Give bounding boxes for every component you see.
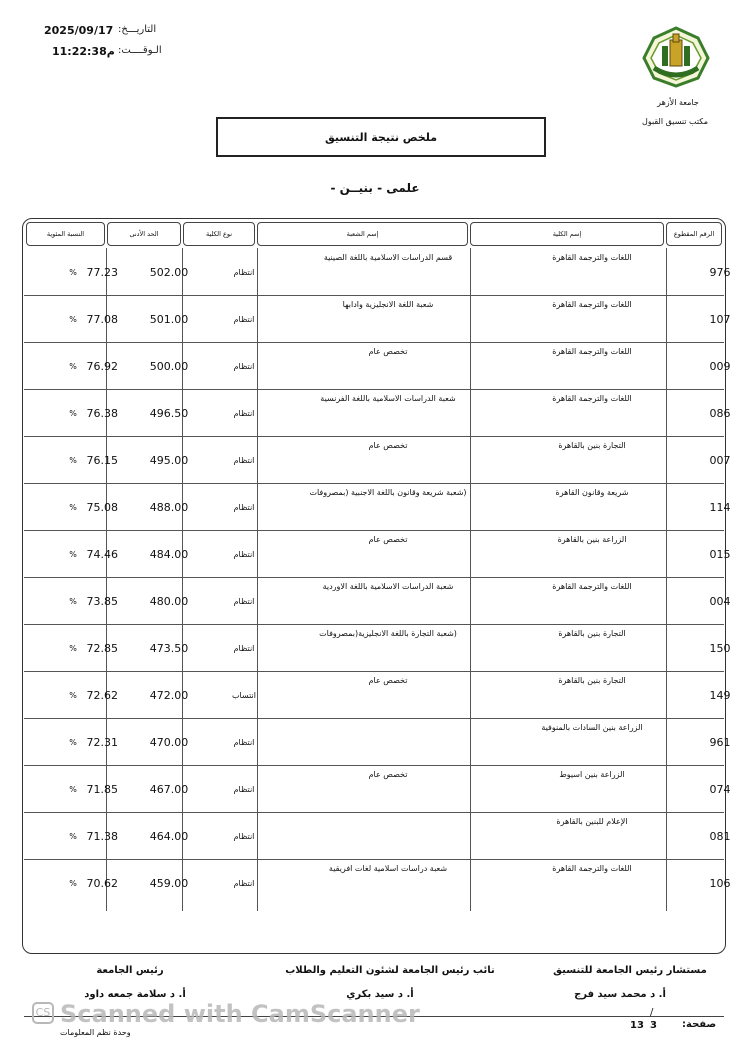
row-divider — [24, 577, 724, 578]
page-current: 3 — [650, 1020, 657, 1031]
cell-faculty: الزراعة بنين اسيوط — [559, 770, 625, 779]
cell-min: 459.00 — [149, 877, 189, 890]
row-divider — [24, 530, 724, 531]
cell-percent: 72.31 — [86, 736, 118, 749]
cell-min: 484.00 — [149, 548, 189, 561]
cell-percent-sign: % — [69, 644, 77, 653]
cell-percent: 76.15 — [86, 454, 118, 467]
cell-department: (شعبة شريعة وقانون باللغة الاجنبية (بمصروفات — [309, 488, 467, 497]
cell-type: انتظام — [233, 785, 255, 794]
cell-faculty: التجارة بنين بالقاهرة — [558, 441, 626, 450]
cell-department: تخصص عام — [368, 347, 408, 356]
header-type: نوع الكلية — [183, 222, 255, 246]
cell-code: 976 — [709, 266, 731, 279]
cell-department: تخصص عام — [368, 676, 408, 685]
cell-min: 470.00 — [149, 736, 189, 749]
cell-percent: 77.23 — [86, 266, 118, 279]
cell-percent: 72.85 — [86, 642, 118, 655]
cell-code: 150 — [709, 642, 731, 655]
date-value: 2025/09/17 — [44, 24, 114, 37]
cell-percent-sign: % — [69, 597, 77, 606]
cell-percent-sign: % — [69, 268, 77, 277]
cell-code: 009 — [709, 360, 731, 373]
cell-percent: 75.08 — [86, 501, 118, 514]
cell-faculty: اللغات والترجمة القاهرة — [552, 300, 632, 309]
scanner-watermark: Scanned with CamScanner — [60, 1000, 420, 1028]
cell-percent: 77.08 — [86, 313, 118, 326]
cell-code: 007 — [709, 454, 731, 467]
header-min: الحد الأدنى — [107, 222, 181, 246]
table-row — [24, 342, 731, 389]
row-divider — [24, 295, 724, 296]
signature-title-president: رئيس الجامعة — [96, 965, 164, 976]
signature-name-vice-president: أ. د سيد بكري — [346, 989, 414, 1000]
cell-type: انتظام — [233, 503, 255, 512]
cell-percent: 72.62 — [86, 689, 118, 702]
cell-percent: 71.38 — [86, 830, 118, 843]
cell-percent-sign: % — [69, 691, 77, 700]
header-code: الرقم المقطوع — [666, 222, 722, 246]
cell-type: انتظام — [233, 268, 255, 277]
cell-faculty: اللغات والترجمة القاهرة — [552, 394, 632, 403]
table-row — [24, 530, 731, 577]
cell-min: 467.00 — [149, 783, 189, 796]
cell-min: 472.00 — [149, 689, 189, 702]
cell-code: 149 — [709, 689, 731, 702]
cell-department: شعبة الدراسات الاسلامية باللغة الاوردية — [322, 582, 454, 591]
al-azhar-emblem-icon — [640, 26, 712, 88]
table-row — [24, 577, 731, 624]
header-department: إسم الشعبة — [257, 222, 468, 246]
cell-faculty: الزراعة بنين بالقاهرة — [557, 535, 627, 544]
page-subtitle: - علمى - بنيــن — [330, 181, 420, 195]
cell-type: انتظام — [233, 315, 255, 324]
cell-percent: 71.85 — [86, 783, 118, 796]
row-divider — [24, 859, 724, 860]
table-row — [24, 671, 731, 718]
cell-faculty: التجارة بنين بالقاهرة — [558, 676, 626, 685]
row-divider — [24, 436, 724, 437]
table-row — [24, 624, 731, 671]
table-row — [24, 812, 731, 859]
row-divider — [24, 718, 724, 719]
row-divider — [24, 624, 724, 625]
cell-percent-sign: % — [69, 409, 77, 418]
cell-code: 106 — [709, 877, 731, 890]
cell-min: 502.00 — [149, 266, 189, 279]
cell-percent: 76.92 — [86, 360, 118, 373]
cell-min: 480.00 — [149, 595, 189, 608]
cell-code: 004 — [709, 595, 731, 608]
cell-type: انتظام — [233, 409, 255, 418]
row-divider — [24, 765, 724, 766]
cell-faculty: اللغات والترجمة القاهرة — [552, 582, 632, 591]
cell-min: 496.50 — [149, 407, 189, 420]
cell-department: تخصص عام — [368, 770, 408, 779]
cell-percent-sign: % — [69, 362, 77, 371]
cell-type: انتظام — [233, 738, 255, 747]
header-percent: النسبة المئوية — [26, 222, 105, 246]
cell-department: تخصص عام — [368, 441, 408, 450]
cell-faculty: اللغات والترجمة القاهرة — [552, 864, 632, 873]
table-row — [24, 295, 731, 342]
cell-code: 107 — [709, 313, 731, 326]
row-divider — [24, 812, 724, 813]
cell-percent-sign: % — [69, 315, 77, 324]
page-label: صفحة: — [682, 1019, 717, 1030]
university-name: جامعة الأزهر — [657, 98, 699, 107]
cell-percent: 73.85 — [86, 595, 118, 608]
cell-department: تخصص عام — [368, 535, 408, 544]
signature-name-coordinator: أ. د محمد سيد فرج — [574, 989, 666, 1000]
cell-faculty: الزراعة بنين السادات بالمنوفية — [541, 723, 643, 732]
cell-code: 086 — [709, 407, 731, 420]
cell-percent-sign: % — [69, 879, 77, 888]
cell-min: 488.00 — [149, 501, 189, 514]
cell-department: شعبة اللغة الانجليزية وادابها — [342, 300, 434, 309]
cell-percent: 74.46 — [86, 548, 118, 561]
cell-percent: 70.62 — [86, 877, 118, 890]
page-title: ملخص نتيجة التنسيق — [216, 117, 546, 157]
row-divider — [24, 342, 724, 343]
cell-department: شعبة دراسات اسلامية لغات افريقية — [328, 864, 448, 873]
cell-type: انتظام — [233, 362, 255, 371]
slash-mark: / — [650, 1007, 654, 1018]
signature-title-coordinator: مستشار رئيس الجامعة للتنسيق — [553, 965, 707, 976]
cell-min: 501.00 — [149, 313, 189, 326]
cell-type: انتظام — [233, 644, 255, 653]
header-faculty: إسم الكلية — [470, 222, 664, 246]
row-divider — [24, 389, 724, 390]
cell-percent-sign: % — [69, 832, 77, 841]
time-label: الـوقــــت: — [118, 45, 162, 56]
date-label: التاريـــخ: — [118, 24, 157, 35]
office-name: مكتب تنسيق القبول — [642, 117, 708, 126]
cell-faculty: اللغات والترجمة القاهرة — [552, 253, 632, 262]
cell-min: 473.50 — [149, 642, 189, 655]
table-row — [24, 765, 731, 812]
cell-percent-sign: % — [69, 503, 77, 512]
page-total: 13 — [630, 1020, 644, 1031]
cell-department: (شعبة التجارة باللغة الانجليزية(بمصروفات — [319, 629, 457, 638]
cell-department: شعبة الدراسات الاسلامية باللغة الفرنسية — [320, 394, 456, 403]
cell-code: 114 — [709, 501, 731, 514]
cell-type: انتظام — [233, 550, 255, 559]
cell-min: 500.00 — [149, 360, 189, 373]
cell-faculty: التجارة بنين بالقاهرة — [558, 629, 626, 638]
cell-percent-sign: % — [69, 456, 77, 465]
row-divider — [24, 671, 724, 672]
cell-percent-sign: % — [69, 550, 77, 559]
signature-name-president: أ. د سلامة جمعه داود — [84, 989, 186, 1000]
table-row — [24, 248, 731, 295]
cell-code: 081 — [709, 830, 731, 843]
unit-text: وحدة نظم المعلومات — [60, 1028, 131, 1037]
cell-type: انتظام — [233, 832, 255, 841]
cell-percent-sign: % — [69, 785, 77, 794]
signature-title-vice-president: نائب رئيس الجامعة لشئون التعليم والطلاب — [285, 965, 495, 976]
cell-type: انتظام — [233, 879, 255, 888]
cell-min: 464.00 — [149, 830, 189, 843]
cell-percent: 76.38 — [86, 407, 118, 420]
table-row — [24, 859, 731, 906]
cell-code: 961 — [709, 736, 731, 749]
cell-type: انتظام — [233, 456, 255, 465]
table-row — [24, 718, 731, 765]
time-value: 11:22:38م — [52, 45, 115, 58]
cell-type: انتظام — [233, 597, 255, 606]
cell-department: قسم الدراسات الاسلامية باللغة الصينية — [323, 253, 453, 262]
cell-code: 074 — [709, 783, 731, 796]
table-row — [24, 389, 731, 436]
cell-percent-sign: % — [69, 738, 77, 747]
cell-faculty: شريعة وقانون القاهرة — [555, 488, 629, 497]
cell-faculty: الإعلام للبنين بالقاهرة — [556, 817, 628, 826]
cell-faculty: اللغات والترجمة القاهرة — [552, 347, 632, 356]
row-divider — [24, 483, 724, 484]
table-row — [24, 483, 731, 530]
cell-min: 495.00 — [149, 454, 189, 467]
table-row — [24, 436, 731, 483]
cell-type: انتساب — [232, 691, 256, 700]
cell-code: 015 — [709, 548, 731, 561]
camscanner-logo-icon: CS — [32, 1002, 54, 1024]
